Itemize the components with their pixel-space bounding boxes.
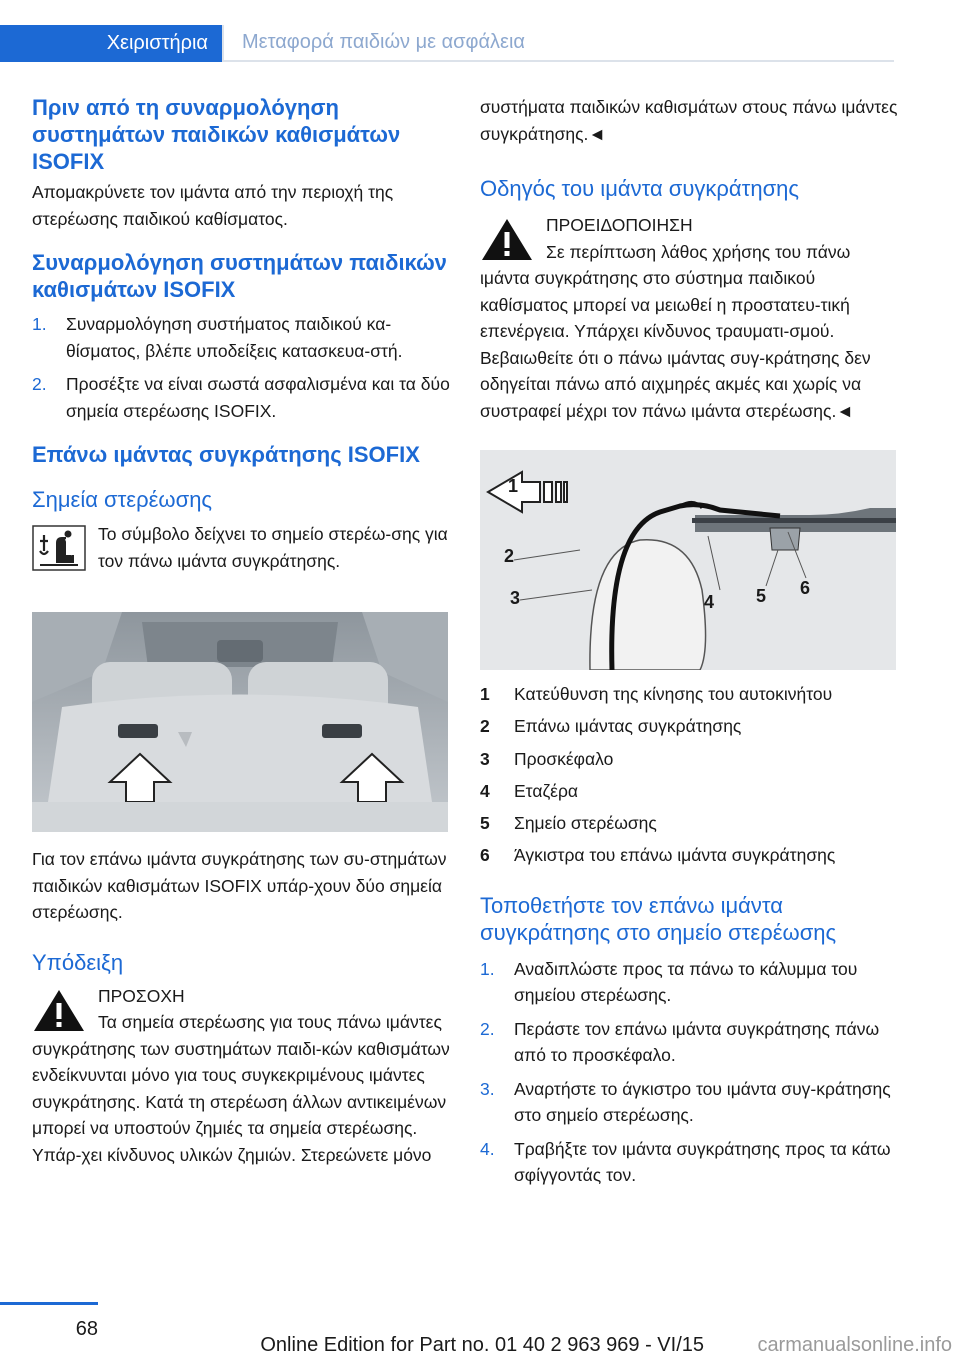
caution-continued: συστήματα παιδικών καθισμάτων στους πάνω ιμάντες συγκράτησης.◄ — [480, 97, 898, 144]
heading-attach-tether: Τοποθετήστε τον επάνω ιμάντα συγκράτησης στο σημείο στερέωσης — [480, 892, 837, 945]
legend-text: Σημείο στερέωσης — [514, 813, 657, 834]
step-text: Συναρμολόγηση συστήματος παιδικού κα-θίσματος, βλέπε υποδείξεις κατασκευα-στή. — [66, 314, 403, 361]
page-number: 68 — [75, 1318, 98, 1340]
step-number: 1. — [32, 314, 47, 334]
legend-number: 6 — [480, 845, 490, 866]
step-number: 2. — [480, 1018, 495, 1039]
rear-seat-photo — [32, 612, 448, 832]
child-seat-anchor-icon — [32, 525, 86, 571]
edition-info: Online Edition for Part no. 01 40 2 963 969 - VI/15 — [260, 1334, 704, 1356]
warning-icon — [480, 216, 534, 262]
tether-diagram-illustration — [480, 450, 896, 670]
caution-title: ΠΡΟΣΟΧΗ — [98, 985, 185, 1006]
step-text: Περάστε τον επάνω ιμάντα συγκράτησης πάνω από το προσκέφαλο. — [514, 1018, 880, 1066]
assembly-steps — [32, 311, 450, 424]
tab-child-safety[interactable]: Μεταφορά παιδιών με ασφάλεια — [222, 25, 894, 62]
list-item — [32, 311, 450, 364]
heading-assembly: Συναρμολόγηση συστημάτων παιδικών καθισμάτων ISOFIX — [32, 250, 447, 302]
list-item — [480, 1016, 898, 1069]
step-text: Τραβήξτε τον ιμάντα συγκράτησης προς τα κάτω σφίγγοντάς τον. — [514, 1138, 891, 1186]
symbol-row — [32, 521, 450, 574]
step-number: 2. — [32, 374, 47, 394]
legend-number: 3 — [480, 748, 490, 769]
step-number: 3. — [480, 1078, 495, 1099]
legend-item — [480, 807, 898, 839]
diagram-label-1: 1 — [508, 476, 519, 496]
warning-text: Σε περίπτωση λάθος χρήσης του πάνω ιμάντα συγκράτησης στο σύστημα παιδικού καθίσματος μπορεί να μειωθεί η προστατευ-τική επενέργεια. Υπάρχει κίνδυνος τραυματι-σμού. Βεβαιωθείτε ότι ο πάνω ιμάντας συγ-κράτησης δεν οδηγείται πάνω από αιχμηρές ακμές και χωρίς να συστραφεί μέχρι τον πάνω ιμάντα στερέωσης.◄ — [480, 241, 871, 421]
legend-item — [480, 710, 898, 742]
right-column — [480, 94, 898, 1189]
step-text: Προσέξτε να είναι σωστά ασφαλισμένα και τα δύο σημεία στερέωσης ISOFIX. — [66, 374, 450, 421]
paragraph-two-points: Για τον επάνω ιμάντα συγκράτησης των συ-στημάτων παιδικών καθισμάτων ISOFIX υπάρ-χουν δύο σημεία στερέωσης. — [32, 849, 447, 922]
diagram-label-4: 4 — [704, 592, 715, 612]
legend-number: 1 — [480, 684, 490, 704]
diagram-legend — [480, 678, 898, 872]
heading-before-assembly: Πριν από τη συναρμολόγηση συστημάτων παιδικών καθισμάτων ISOFIX — [32, 95, 401, 174]
heading-top-tether: Επάνω ιμάντας συγκράτησης ISOFIX — [32, 442, 420, 467]
legend-item — [480, 775, 898, 807]
caution-warning-icon — [32, 987, 86, 1033]
watermark: carmanualsonline.info — [757, 1334, 952, 1356]
paragraph-symbol: Το σύμβολο δείχνει το σημείο στερέω-σης για τον πάνω ιμάντα συγκράτησης. — [98, 524, 448, 571]
legend-text: Επάνω ιμάντας συγκράτησης — [514, 716, 742, 737]
step-number: 1. — [480, 958, 495, 979]
legend-text: Προσκέφαλο — [514, 748, 614, 769]
tether-diagram — [480, 450, 896, 670]
diagram-label-2: 2 — [504, 546, 515, 566]
attach-steps — [480, 956, 898, 1189]
legend-number: 5 — [480, 813, 490, 834]
heading-tether-guide: Οδηγός του ιμάντα συγκράτησης — [480, 176, 799, 201]
diagram-label-6: 6 — [800, 578, 811, 598]
caution-block — [32, 983, 450, 1010]
list-item — [480, 1076, 898, 1129]
step-text: Αναδιπλώστε προς τα πάνω το κάλυμμα του σημείου στερέωσης. — [514, 958, 858, 1006]
rear-seat-illustration — [32, 612, 448, 832]
legend-item — [480, 839, 898, 871]
step-text: Αναρτήστε το άγκιστρο του ιμάντα συγ-κράτησης στο σημείο στερέωσης. — [514, 1078, 891, 1126]
caution-text: Τα σημεία στερέωσης για τους πάνω ιμάντες συγκράτησης των συστημάτων παιδι-κών καθισμάτων ενδείκνυνται μόνο για τους συγκεκριμένους ιμάντες συγκράτησης. Κατά τη στερέωση άλλων αντικειμένων μπορεί να υποστούν ζημιές τα σημεία στερέωσης. Υπάρ-χει κίνδυνος υλικών ζημιών. Στερεώνετε μόνο — [32, 1012, 450, 1165]
heading-note: Υπόδειξη — [32, 949, 124, 975]
tab-divider — [222, 25, 224, 62]
diagram-label-5: 5 — [756, 586, 767, 606]
paragraph-before-assembly: Απομακρύνετε τον ιμάντα από την περιοχή της στερέωσης παιδικού καθίσματος. — [32, 182, 394, 229]
legend-item — [480, 743, 898, 775]
legend-number: 2 — [480, 716, 490, 737]
left-column — [32, 94, 450, 1168]
legend-text: Κατεύθυνση της κίνησης του αυτοκινήτου — [514, 684, 833, 704]
list-item — [480, 956, 898, 1009]
list-item — [32, 371, 450, 424]
diagram-label-3: 3 — [510, 588, 521, 608]
heading-anchor-points: Σημεία στερέωσης — [32, 487, 213, 512]
header-tabs — [0, 25, 894, 62]
legend-number: 4 — [480, 780, 490, 801]
step-number: 4. — [480, 1138, 495, 1159]
list-item — [480, 1136, 898, 1189]
tab-controls[interactable]: Χειριστήρια — [0, 25, 222, 62]
warning-title: ΠΡΟΕΙΔΟΠΟΙΗΣΗ — [546, 215, 693, 235]
footer-accent-line — [0, 1302, 98, 1305]
legend-text: Εταζέρα — [514, 780, 579, 801]
warning-block — [480, 212, 898, 239]
legend-item — [480, 678, 898, 710]
legend-text: Άγκιστρα του επάνω ιμάντα συγκράτησης — [514, 845, 836, 866]
